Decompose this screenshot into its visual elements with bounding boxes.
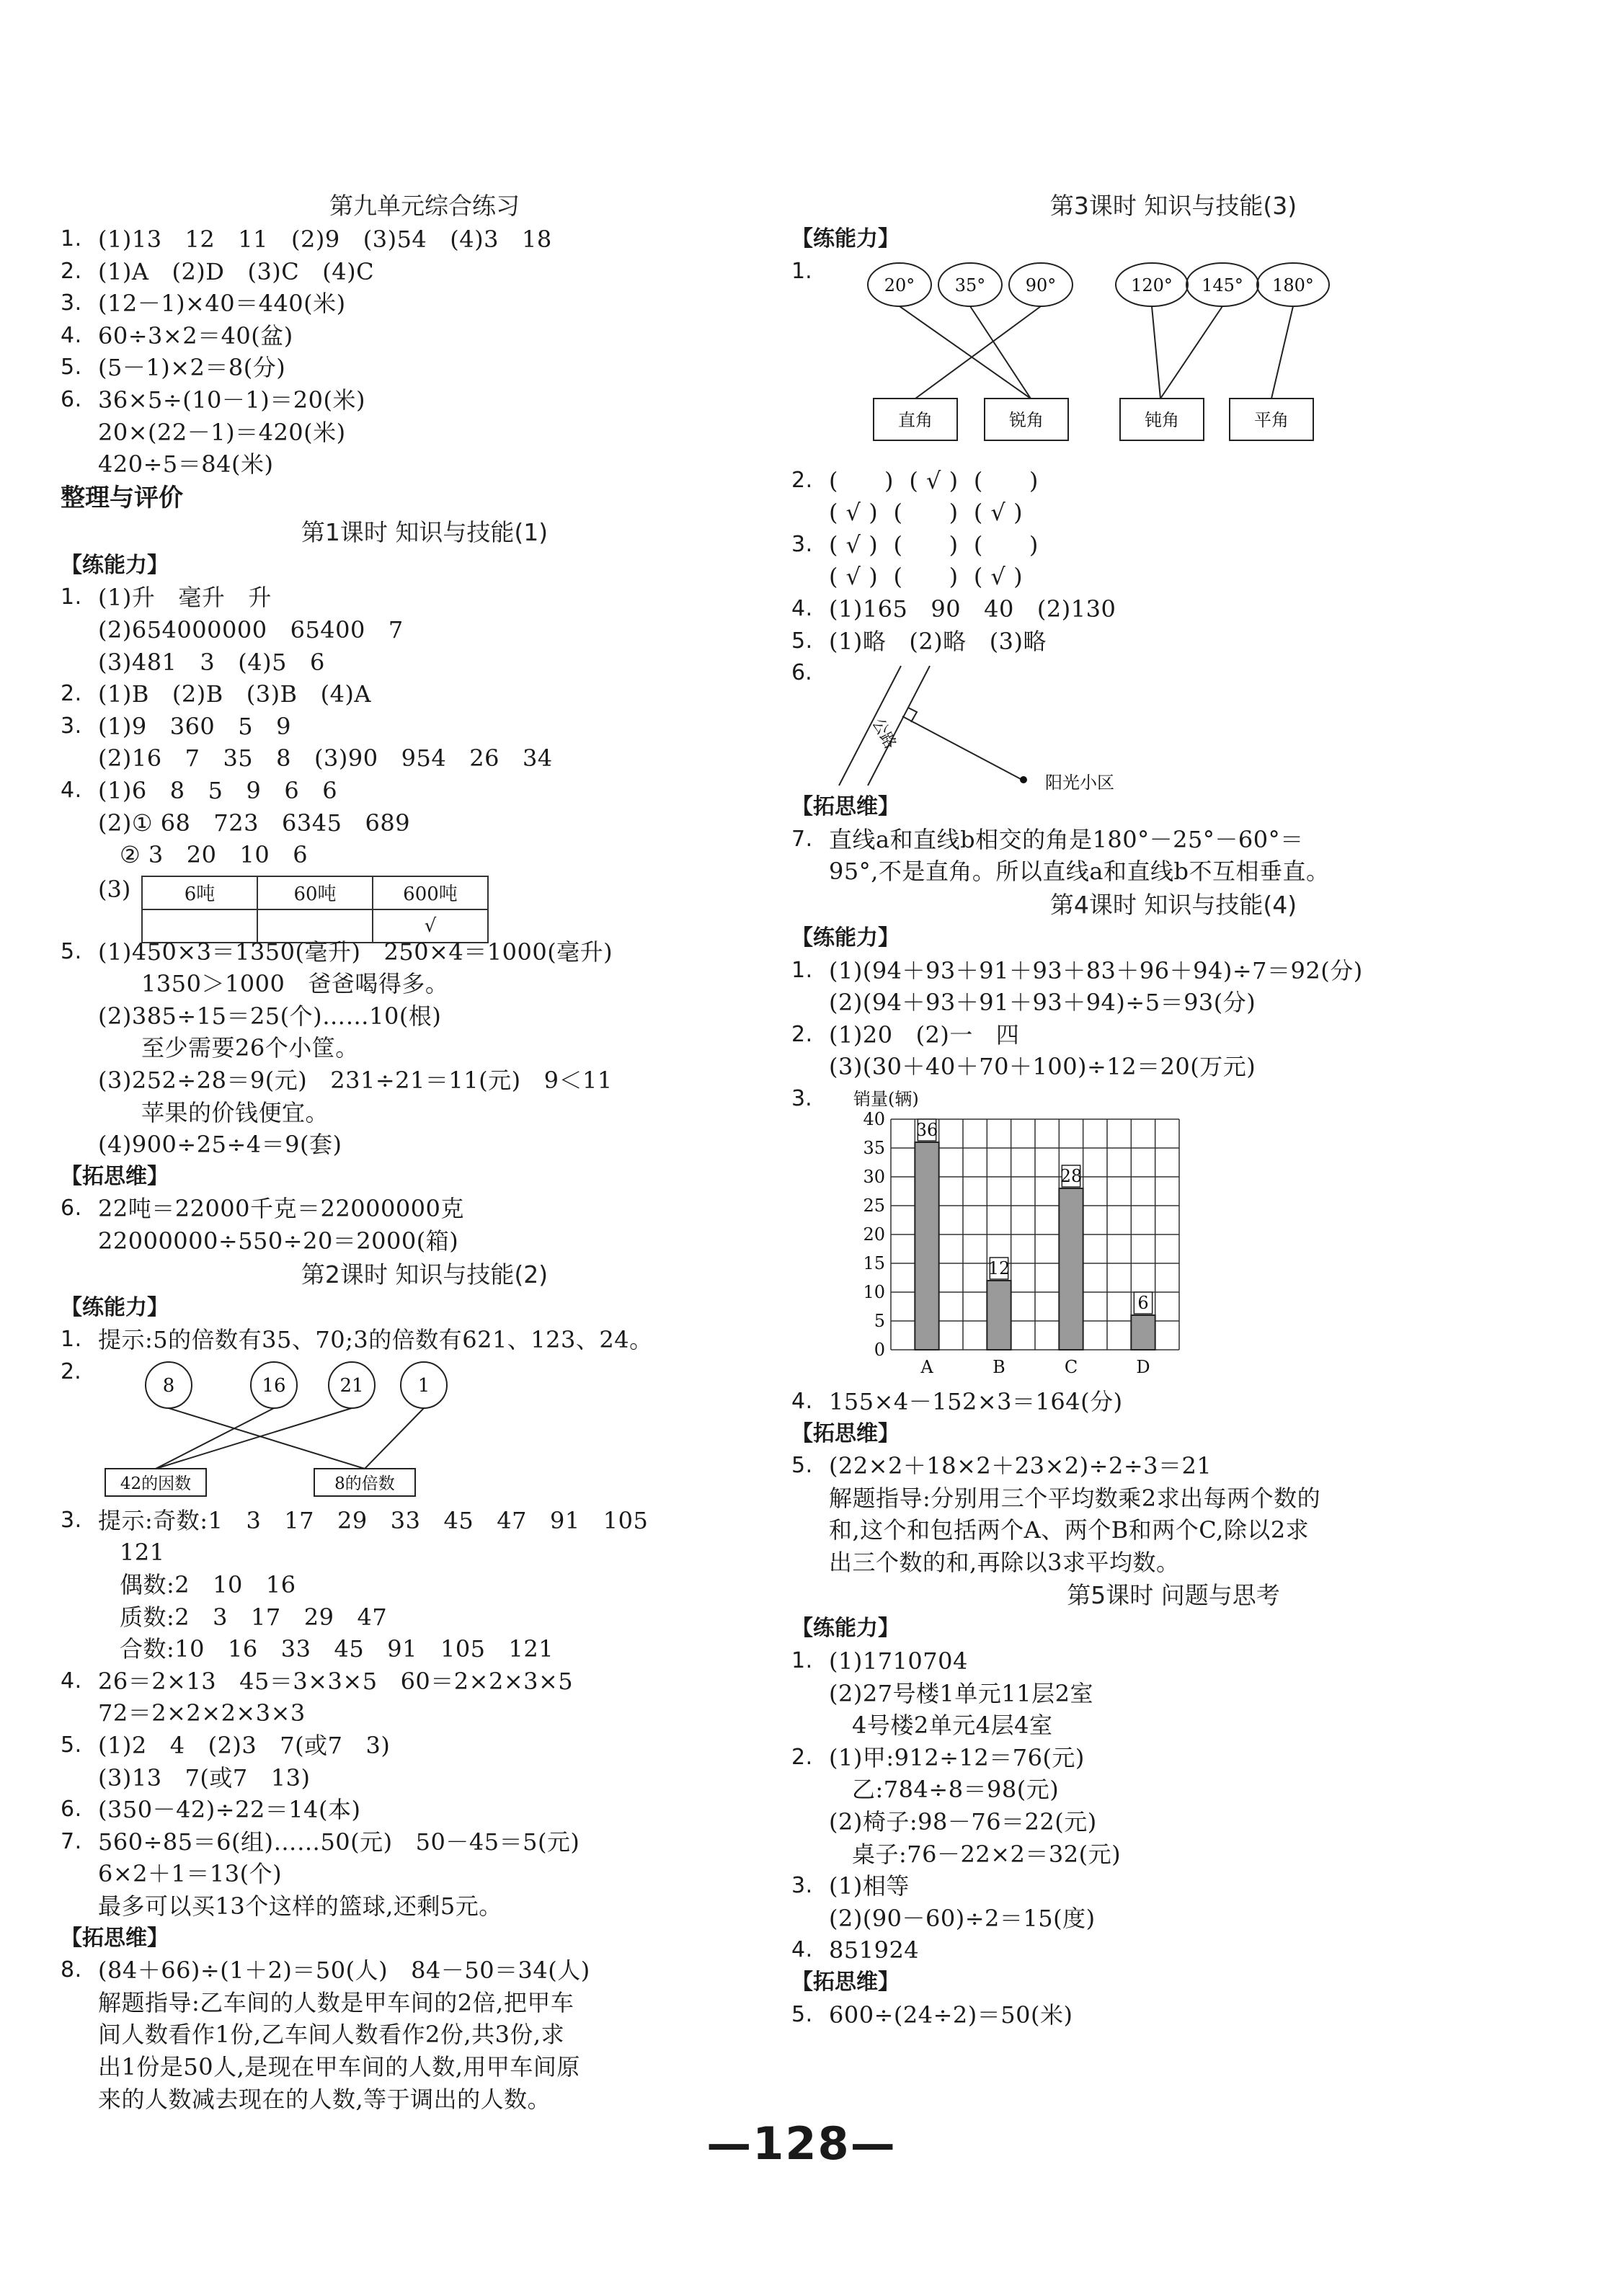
q1-number: 1. xyxy=(791,258,812,284)
lesson1-title: 第1课时 知识与技能(1) xyxy=(301,517,549,546)
place-point xyxy=(1020,776,1027,783)
angle-label: 90° xyxy=(1025,275,1057,295)
answer-line: 4. (1)6 8 5 9 6 6 xyxy=(61,776,338,804)
lesson1-answers xyxy=(61,582,789,871)
bar-D xyxy=(1131,1315,1155,1350)
answer-line: 3. 提示:奇数:1 3 17 29 33 45 47 91 105 xyxy=(61,1506,649,1534)
answer-line: 至少需要26个小筐。 xyxy=(141,1034,359,1062)
link-line xyxy=(156,1408,352,1469)
angle-svg xyxy=(829,256,1377,465)
y-tick-label: 40 xyxy=(863,1108,885,1129)
angle-matching-diagram xyxy=(791,256,1555,465)
answer-line: 苹果的价钱便宜。 xyxy=(141,1098,329,1126)
answer-line: 2. (1)B (2)B (3)B (4)A xyxy=(61,680,372,708)
lesson3-answers xyxy=(791,465,1555,658)
answer-line: 420÷5＝84(米) xyxy=(98,450,274,479)
answer-line: 3. (1)相等 xyxy=(791,1872,910,1900)
answer-line: 合数:10 16 33 45 91 105 121 xyxy=(120,1635,554,1663)
angle-label: 120° xyxy=(1131,275,1173,295)
answer-line: 7. 直线a和直线b相交的角是180°－25°－60°＝ xyxy=(791,825,1304,853)
answer-line: 2. (1)A (2)D (3)C (4)C xyxy=(61,257,375,285)
type-label: 锐角 xyxy=(1009,409,1044,430)
answer-line: 6×2＋1＝13(个) xyxy=(98,1860,283,1888)
answer-line: 1350＞1000 爸爸喝得多。 xyxy=(141,970,449,998)
link-line xyxy=(156,1408,274,1469)
match-line xyxy=(1271,306,1293,399)
answer-line: 4. (1)165 90 40 (2)130 xyxy=(791,595,1116,623)
type-label: 平角 xyxy=(1254,409,1289,430)
match-line xyxy=(900,306,1031,399)
y-tick-label: 30 xyxy=(863,1166,885,1187)
answer-line: 间人数看作1份,乙车间人数看作2份,共3份,求 xyxy=(98,2021,565,2049)
angle-label: 35° xyxy=(954,275,986,295)
y-tick-label: 5 xyxy=(874,1310,885,1331)
thinking-tag: 【拓思维】 xyxy=(791,1970,900,1995)
answer-line: (2)(94＋93＋91＋93＋94)÷5＝93(分) xyxy=(829,989,1256,1017)
thinking-tag: 【拓思维】 xyxy=(61,1925,169,1951)
lesson2-title: 第2课时 知识与技能(2) xyxy=(301,1260,549,1289)
lesson5-answers xyxy=(791,1645,1555,1967)
angle-label: 145° xyxy=(1202,275,1243,295)
answer-line: (3)252÷28＝9(元) 231÷21＝11(元) 9＜11 xyxy=(98,1067,613,1095)
answer-line: (2)27号楼1单元11层2室 xyxy=(829,1679,1093,1707)
practice-tag: 【练能力】 xyxy=(61,1294,169,1320)
lesson3-answers-b xyxy=(791,824,1555,888)
y-tick-label: 15 xyxy=(863,1252,885,1273)
answer-line: (2)椅子:98－76＝22(元) xyxy=(829,1808,1097,1836)
answer-line: 7. 560÷85＝6(组)……50(元) 50－45＝5(元) xyxy=(61,1828,580,1856)
x-tick-label: C xyxy=(1064,1356,1078,1377)
answer-line: 6. (350－42)÷22＝14(本) xyxy=(61,1796,361,1824)
road-svg xyxy=(829,657,1204,791)
y-tick-label: 35 xyxy=(863,1137,885,1158)
bar-value-label: 6 xyxy=(1137,1292,1149,1313)
link-line xyxy=(365,1408,424,1469)
answer-line: 1. (1)1710704 xyxy=(791,1647,968,1676)
answer-line: 4. 60÷3×2＝40(盆) xyxy=(61,321,293,350)
match-line xyxy=(1160,306,1222,399)
lesson1-answers-b xyxy=(61,936,789,1161)
bar-A xyxy=(915,1142,938,1350)
road-diagram xyxy=(791,657,1555,791)
lesson2-answers xyxy=(61,1505,789,1923)
unit9-answers xyxy=(61,223,789,481)
answer-line: 3. (12－1)×40＝440(米) xyxy=(61,290,346,318)
lesson2-answers-b xyxy=(61,1954,789,2115)
factor-svg xyxy=(98,1356,502,1505)
answer-line: 偶数:2 10 16 xyxy=(120,1571,296,1598)
answer-line: 3. (1)9 360 5 9 xyxy=(61,712,292,740)
chart-ylabel: 销量(辆) xyxy=(853,1088,919,1109)
lesson5-answers-b xyxy=(791,1999,1555,2032)
answer-line: (3)(30＋40＋70＋100)÷12＝20(万元) xyxy=(829,1053,1256,1081)
answer-line: 来的人数减去现在的人数,等于调出的人数。 xyxy=(98,2085,551,2113)
unit-table xyxy=(141,876,489,943)
answer-line: ( √ ) ( ) ( √ ) xyxy=(829,563,1023,591)
answer-line: 出三个数的和,再除以3求平均数。 xyxy=(829,1548,1180,1576)
answer-line: (2)① 68 723 6345 689 xyxy=(98,809,411,837)
practice-tag: 【练能力】 xyxy=(61,552,169,578)
answer-line: 1. (1)(94＋93＋91＋93＋83＋96＋94)÷7＝92(分) xyxy=(791,956,1363,984)
answer-line: (2)654000000 65400 7 xyxy=(98,615,404,644)
answer-line: 8. (84＋66)÷(1＋2)＝50(人) 84－50＝34(人) xyxy=(61,1957,590,1985)
answer-line: 5. (1)略 (2)略 (3)略 xyxy=(791,627,1047,655)
answer-line: (3)13 7(或7 13) xyxy=(98,1763,311,1792)
answer-line: 121 xyxy=(120,1539,165,1567)
section-title: 整理与评价 xyxy=(61,483,183,512)
answer-line: 22000000÷550÷20＝2000(箱) xyxy=(98,1227,459,1255)
answer-line: 20×(22－1)＝420(米) xyxy=(98,418,346,446)
left-column xyxy=(61,189,789,2115)
right-column xyxy=(791,189,1555,2031)
answer-line: 出1份是50人,是现在甲车间的人数,用甲车间原 xyxy=(98,2052,580,2081)
answer-line: 2. ( ) ( √ ) ( ) xyxy=(791,466,1039,494)
bar-B xyxy=(987,1281,1011,1350)
thinking-tag: 【拓思维】 xyxy=(791,1420,900,1446)
answer-line: 1. (1)13 12 11 (2)9 (3)54 (4)3 18 xyxy=(61,226,552,253)
type-label: 钝角 xyxy=(1145,409,1179,430)
bar-C xyxy=(1059,1188,1083,1350)
answer-line: 5. (1)450×3＝1350(毫升) 250×4＝1000(毫升) xyxy=(61,938,613,966)
circle-label: 21 xyxy=(339,1374,364,1397)
factor-diagram xyxy=(61,1356,789,1505)
answer-line: (2)(90－60)÷2＝15(度) xyxy=(829,1904,1096,1932)
x-tick-label: A xyxy=(920,1356,933,1377)
x-tick-label: B xyxy=(993,1356,1005,1377)
y-tick-label: 10 xyxy=(863,1281,885,1302)
y-tick-label: 20 xyxy=(863,1224,885,1245)
bar-value-label: 12 xyxy=(987,1258,1011,1278)
answer-line: 95°,不是直角。所以直线a和直线b不互相垂直。 xyxy=(829,858,1330,886)
answer-line: (2)385÷15＝25(个)……10(根) xyxy=(98,1002,442,1030)
lesson4-answers xyxy=(791,955,1555,1083)
sales-bar-chart xyxy=(829,1083,1233,1386)
circle-label: 8 xyxy=(162,1374,175,1397)
match-line xyxy=(1152,306,1160,399)
y-tick-label: 25 xyxy=(863,1195,885,1216)
lesson1-answers-c xyxy=(61,1193,789,1257)
q6-number: 6. xyxy=(791,660,812,686)
path-line xyxy=(902,716,1022,780)
thinking-tag: 【拓思维】 xyxy=(791,794,900,820)
unit9-title: 第九单元综合练习 xyxy=(329,192,520,220)
lesson5-title: 第5课时 问题与思考 xyxy=(1067,1581,1280,1610)
table-header: 60吨 xyxy=(257,876,373,909)
q2-number: 2. xyxy=(61,1358,81,1384)
x-tick-label: D xyxy=(1136,1356,1150,1377)
lesson4-title: 第4课时 知识与技能(4) xyxy=(1049,890,1297,919)
page-number: —128— xyxy=(706,2117,897,2170)
answer-line: 3. ( √ ) ( ) ( ) xyxy=(791,530,1039,559)
y-tick-label: 0 xyxy=(874,1339,885,1360)
answer-line: 5. (1)2 4 (2)3 7(或7 3) xyxy=(61,1731,391,1759)
answer-line: (2)16 7 35 8 (3)90 954 26 34 xyxy=(98,744,553,773)
answer-line: 4. 851924 xyxy=(791,1936,920,1964)
answer-line: 质数:2 3 17 29 47 xyxy=(120,1603,388,1631)
box-label: 8的倍数 xyxy=(334,1474,395,1493)
answer-line: 5. (22×2＋18×2＋23×2)÷2÷3＝21 xyxy=(791,1452,1212,1480)
answer-line: 1. 提示:5的倍数有35、70;3的倍数有621、123、24。 xyxy=(61,1326,653,1354)
lesson4-answers-b xyxy=(791,1386,1555,1418)
answer-line: 和,这个和包括两个A、两个B和两个C,除以2求 xyxy=(829,1516,1310,1544)
unit-table-block xyxy=(61,871,789,936)
link-line xyxy=(169,1408,365,1469)
q3-number: 3. xyxy=(791,1085,812,1111)
answer-line: (3)481 3 (4)5 6 xyxy=(98,648,325,676)
table-cell-check: √ xyxy=(373,909,488,943)
answer-line: 2. (1)20 (2)一 四 xyxy=(791,1020,1020,1049)
box-label: 42的因数 xyxy=(120,1474,192,1493)
table-label: (3) xyxy=(98,875,131,903)
answer-line: 2. (1)甲:912÷12＝76(元) xyxy=(791,1743,1085,1771)
angle-label: 180° xyxy=(1272,275,1314,295)
table-header: 6吨 xyxy=(142,876,257,909)
lesson3-title: 第3课时 知识与技能(3) xyxy=(1049,192,1297,220)
circle-label: 1 xyxy=(417,1374,430,1397)
practice-tag: 【练能力】 xyxy=(791,226,900,252)
table-header: 600吨 xyxy=(373,876,488,909)
answer-line: 5. (5－1)×2＝8(分) xyxy=(61,354,286,382)
practice-tag: 【练能力】 xyxy=(791,925,900,951)
sales-chart-block xyxy=(791,1083,1555,1386)
practice-tag: 【练能力】 xyxy=(791,1616,900,1642)
answer-line: 1. (1)升 毫升 升 xyxy=(61,584,272,612)
bar-value-label: 36 xyxy=(915,1119,938,1140)
answer-line: ( √ ) ( ) ( √ ) xyxy=(829,499,1023,527)
answer-line: 桌子:76－22×2＝32(元) xyxy=(829,1840,1122,1868)
bar-value-label: 28 xyxy=(1060,1165,1083,1186)
answer-line: 6. 22吨＝22000千克＝22000000克 xyxy=(61,1195,464,1223)
place-label: 阳光小区 xyxy=(1045,773,1114,792)
answer-line: 4号楼2单元4层4室 xyxy=(829,1712,1053,1740)
answer-line: 72＝2×2×2×3×3 xyxy=(98,1699,306,1727)
answer-line: 5. 600÷(24÷2)＝50(米) xyxy=(791,2001,1073,2029)
answer-line: 4. 26＝2×13 45＝3×3×5 60＝2×2×3×5 xyxy=(61,1667,574,1695)
road-label: 公路 xyxy=(868,716,900,752)
answer-line: 乙:784÷8＝98(元) xyxy=(829,1776,1060,1804)
angle-label: 20° xyxy=(884,275,915,295)
answer-line: 最多可以买13个这样的篮球,还剩5元。 xyxy=(98,1892,502,1920)
thinking-tag: 【拓思维】 xyxy=(61,1163,169,1189)
answer-line: 6. 36×5÷(10－1)＝20(米) xyxy=(61,386,365,414)
lesson4-answers-c xyxy=(791,1450,1555,1578)
answer-line: 4. 155×4－152×3＝164(分) xyxy=(791,1387,1123,1415)
answer-line: 解题指导:分别用三个平均数乘2求出每两个数的 xyxy=(829,1484,1321,1512)
answer-line: ② 3 20 10 6 xyxy=(120,841,308,869)
circle-label: 16 xyxy=(262,1374,286,1397)
type-label: 直角 xyxy=(898,409,933,430)
answer-line: 解题指导:乙车间的人数是甲车间的2倍,把甲车 xyxy=(98,1988,574,2016)
answer-line: (4)900÷25÷4＝9(套) xyxy=(98,1131,342,1159)
